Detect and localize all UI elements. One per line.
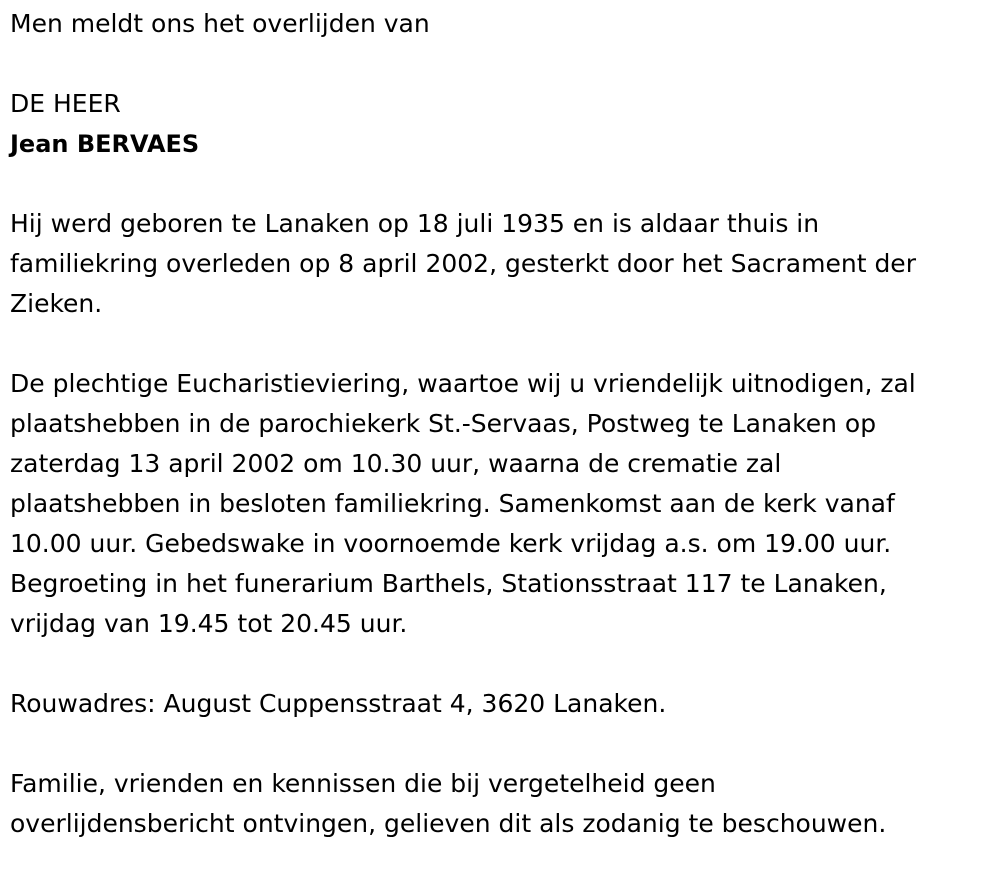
mourning-address [10, 684, 990, 724]
paragraph-line: vrijdag van 19.45 tot 20.45 uur. [10, 609, 408, 638]
deceased-name: Jean BERVAES [10, 130, 200, 158]
paragraph-line: De plechtige Eucharistieviering, waartoe wij u vriendelijk uitnodigen, zal [10, 369, 916, 398]
paragraph-line: Hij werd geboren te Lanaken op 18 juli 1935 en is aldaar thuis in [10, 209, 820, 238]
address-line: Rouwadres: August Cuppensstraat 4, 3620 Lanaken. [10, 689, 667, 718]
paragraph-line: Familie, vrienden en kennissen die bij vergetelheid geen [10, 769, 716, 798]
closing-paragraph [10, 764, 990, 844]
paragraph-line: 10.00 uur. Gebedswake in voornoemde kerk vrijdag a.s. om 19.00 uur. [10, 529, 892, 558]
paragraph-line: familiekring overleden op 8 april 2002, gesterkt door het Sacrament der [10, 249, 916, 278]
paragraph-line: overlijdensbericht ontvingen, gelieven dit als zodanig te beschouwen. [10, 809, 887, 838]
intro-text: Men meldt ons het overlijden van [10, 9, 430, 38]
honorific-title: DE HEER [10, 89, 121, 118]
birth-paragraph [10, 204, 990, 324]
paragraph-line: plaatshebben in de parochiekerk St.-Servaas, Postweg te Lanaken op [10, 409, 877, 438]
paragraph-line: Begroeting in het funerarium Barthels, Stationsstraat 117 te Lanaken, [10, 569, 887, 598]
paragraph-line: plaatshebben in besloten familiekring. Samenkomst aan de kerk vanaf [10, 489, 895, 518]
paragraph-line: zaterdag 13 april 2002 om 10.30 uur, waarna de crematie zal [10, 449, 782, 478]
ceremony-paragraph [10, 364, 990, 644]
paragraph-line: Zieken. [10, 289, 103, 318]
